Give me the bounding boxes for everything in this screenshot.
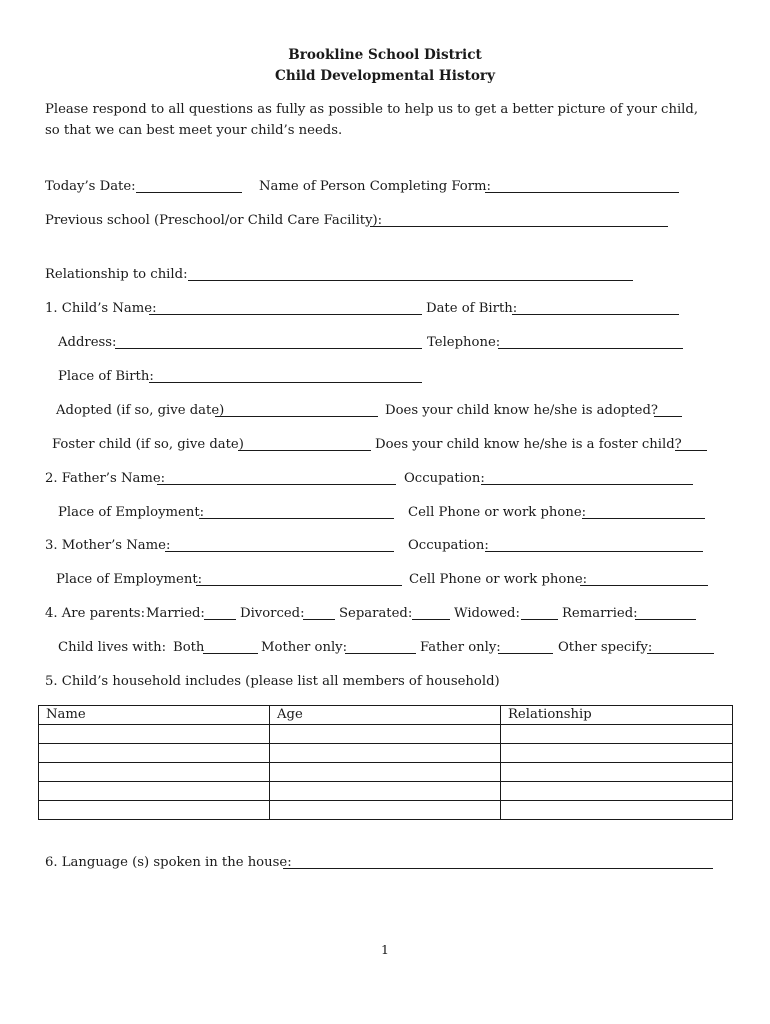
relationship-label: Relationship to child: [45, 267, 188, 282]
household-name-cell[interactable] [39, 744, 270, 763]
child-name-field[interactable] [149, 314, 422, 315]
mother-occupation-field[interactable] [485, 551, 703, 552]
household-heading: 5. Child’s household includes (please list all members of household) [45, 674, 500, 689]
row-place-of-birth [0, 367, 770, 387]
remarried-field[interactable] [635, 619, 696, 620]
divorced-label: Divorced: [240, 606, 305, 621]
household-table [38, 705, 733, 820]
both-label: Both [173, 640, 205, 655]
household-age-cell[interactable] [270, 725, 501, 744]
languages-field[interactable] [283, 868, 713, 869]
row-household-heading [0, 672, 770, 692]
date-of-birth-label: Date of Birth: [426, 301, 518, 316]
place-of-birth-field[interactable] [149, 382, 422, 383]
household-name-cell[interactable] [39, 763, 270, 782]
person-completing-field[interactable] [485, 192, 679, 193]
person-completing-label: Name of Person Completing Form: [259, 179, 491, 194]
mother-name-field[interactable] [165, 551, 394, 552]
row-address [0, 333, 770, 353]
married-label: Married: [146, 606, 205, 621]
date-of-birth-field[interactable] [512, 314, 679, 315]
household-relationship-cell[interactable] [501, 801, 733, 820]
knows-foster-field[interactable] [675, 450, 707, 451]
row-foster [0, 435, 770, 455]
separated-label: Separated: [339, 606, 413, 621]
mother-employment-label: Place of Employment: [56, 572, 203, 587]
knows-adopted-field[interactable] [654, 416, 682, 417]
adopted-label: Adopted (if so, give date) [56, 403, 225, 418]
header-age: Age [270, 706, 501, 725]
table-row [39, 725, 733, 744]
household-relationship-cell[interactable] [501, 744, 733, 763]
row-adopted [0, 401, 770, 421]
household-age-cell[interactable] [270, 801, 501, 820]
foster-label: Foster child (if so, give date) [52, 437, 244, 452]
header-name: Name [39, 706, 270, 725]
lives-with-label: Child lives with: [58, 640, 167, 655]
district-title: Brookline School District [288, 47, 482, 63]
table-row [39, 744, 733, 763]
household-relationship-cell[interactable] [501, 782, 733, 801]
address-label: Address: [58, 335, 117, 350]
father-only-label: Father only: [420, 640, 501, 655]
parents-are-label: 4. Are parents: [45, 606, 146, 621]
father-phone-label: Cell Phone or work phone: [408, 505, 587, 520]
row-father-name [0, 469, 770, 489]
row-mother-employment [0, 570, 770, 590]
father-name-field[interactable] [157, 484, 396, 485]
father-phone-field[interactable] [582, 518, 705, 519]
address-field[interactable] [115, 348, 422, 349]
mother-only-field[interactable] [345, 653, 416, 654]
intro-line-2: so that we can best meet your child’s needs. [45, 123, 343, 138]
mother-only-label: Mother only: [261, 640, 348, 655]
telephone-field[interactable] [498, 348, 683, 349]
divorced-field[interactable] [303, 619, 335, 620]
row-date-person [0, 177, 770, 197]
todays-date-field[interactable] [136, 192, 242, 193]
remarried-label: Remarried: [562, 606, 638, 621]
household-name-cell[interactable] [39, 782, 270, 801]
row-child-name [0, 299, 770, 319]
page-number: 1 [381, 942, 389, 957]
previous-school-label: Previous school (Preschool/or Child Care Facility): [45, 213, 383, 228]
form-title: Child Developmental History [275, 68, 495, 84]
separated-field[interactable] [412, 619, 450, 620]
other-specify-label: Other specify: [558, 640, 653, 655]
header-relationship: Relationship [501, 706, 733, 725]
mother-phone-label: Cell Phone or work phone: [409, 572, 588, 587]
child-name-label: 1. Child’s Name: [45, 301, 157, 316]
row-father-employment [0, 503, 770, 523]
telephone-label: Telephone: [427, 335, 501, 350]
table-row [39, 763, 733, 782]
household-name-cell[interactable] [39, 801, 270, 820]
father-name-label: 2. Father’s Name: [45, 471, 166, 486]
row-lives-with [0, 638, 770, 658]
place-of-birth-label: Place of Birth: [58, 369, 154, 384]
knows-adopted-label: Does your child know he/she is adopted? [385, 403, 658, 418]
row-mother-name [0, 536, 770, 556]
father-occupation-field[interactable] [481, 484, 693, 485]
row-languages [0, 853, 770, 873]
household-name-cell[interactable] [39, 725, 270, 744]
father-employment-label: Place of Employment: [58, 505, 205, 520]
household-relationship-cell[interactable] [501, 725, 733, 744]
household-age-cell[interactable] [270, 744, 501, 763]
row-relationship [0, 265, 770, 285]
todays-date-label: Today’s Date: [45, 179, 136, 194]
household-age-cell[interactable] [270, 763, 501, 782]
mother-phone-field[interactable] [580, 585, 708, 586]
previous-school-field[interactable] [370, 226, 668, 227]
household-age-cell[interactable] [270, 782, 501, 801]
row-previous-school [0, 211, 770, 231]
other-specify-field[interactable] [647, 653, 714, 654]
household-header-row [39, 706, 733, 725]
father-employment-field[interactable] [199, 518, 394, 519]
relationship-field[interactable] [188, 280, 633, 281]
knows-foster-label: Does your child know he/she is a foster child? [375, 437, 682, 452]
table-row [39, 782, 733, 801]
languages-label: 6. Language (s) spoken in the house: [45, 855, 292, 870]
father-only-field[interactable] [498, 653, 553, 654]
widowed-label: Widowed: [454, 606, 520, 621]
adopted-date-field[interactable] [215, 416, 378, 417]
row-parents-status [0, 604, 770, 624]
father-occupation-label: Occupation: [404, 471, 485, 486]
table-row [39, 801, 733, 820]
mother-employment-field[interactable] [196, 585, 402, 586]
married-field[interactable] [204, 619, 236, 620]
both-field[interactable] [203, 653, 258, 654]
intro-line-1: Please respond to all questions as fully as possible to help us to get a better picture of your child, [45, 102, 699, 117]
mother-name-label: 3. Mother’s Name: [45, 538, 171, 553]
mother-occupation-label: Occupation: [408, 538, 489, 553]
foster-date-field[interactable] [238, 450, 371, 451]
household-relationship-cell[interactable] [501, 763, 733, 782]
widowed-field[interactable] [521, 619, 558, 620]
